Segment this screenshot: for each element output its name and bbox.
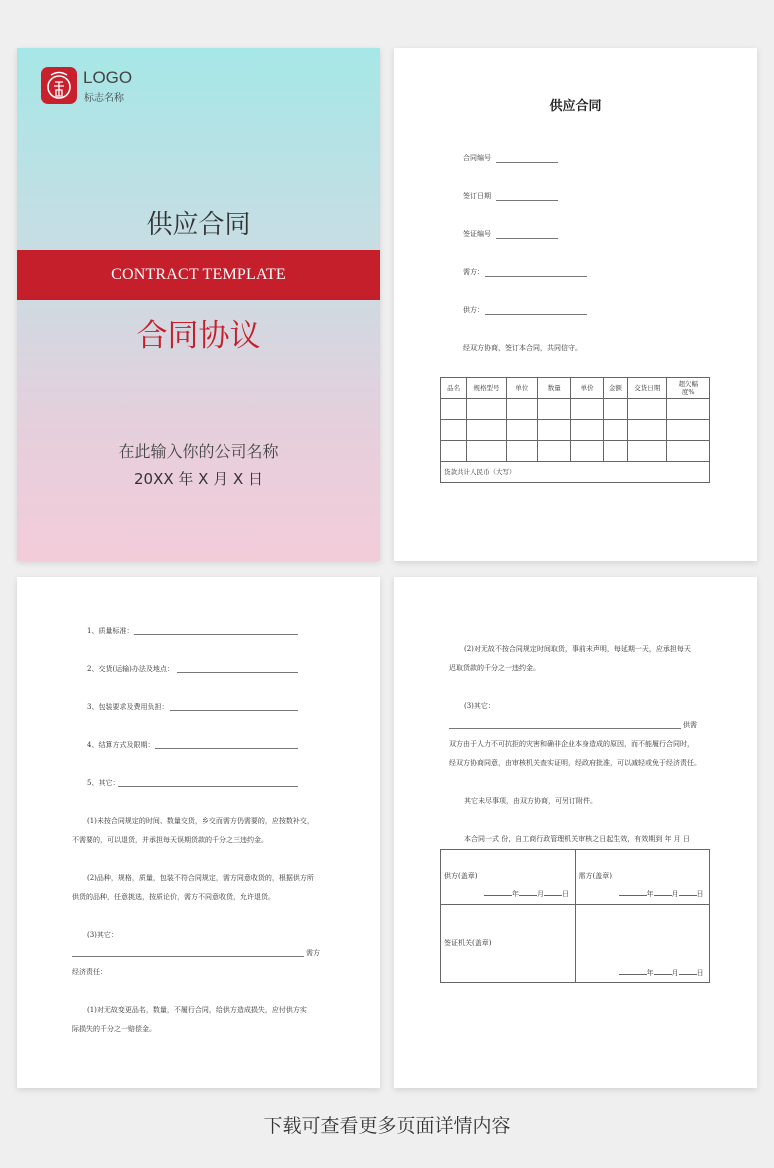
paragraph: 供货的品种，任意挑选，按质论价，需方不同意收货，允许退货。 [72, 893, 275, 901]
cover-date: 20XX 年 X 月 X 日 [133, 470, 264, 488]
field-line [72, 956, 304, 957]
paragraph: 经双方协商同意，由审核机关查实证明，经政府批准，可以减轻或免于经济责任。 [449, 759, 701, 767]
paragraph: (3)其它： [464, 702, 495, 710]
date-day: 日 [696, 890, 704, 898]
field-sign-date: 签订日期 [463, 192, 491, 200]
signature-table [440, 849, 710, 983]
supplier-label: 供方(盖章) [444, 872, 478, 880]
clause-item: 4、结算方式及限期： [87, 741, 155, 749]
date-month: 月 [537, 890, 544, 898]
field-line [155, 748, 298, 749]
table-header-row [441, 378, 710, 399]
supplier-cell [441, 850, 576, 905]
date-year: 年 [646, 890, 654, 898]
signature-row [441, 905, 710, 983]
paragraph: 本合同一式 份，自工商行政管理机关审核之日起生效，有效期到 年 月 日 [464, 835, 690, 843]
field-line [118, 786, 298, 787]
date-year: 年 [646, 969, 654, 977]
cover-company: 在此输入你的公司名称 [118, 442, 279, 461]
goods-table [440, 377, 710, 483]
date-month: 月 [671, 969, 679, 977]
notary-cell [441, 905, 576, 983]
paragraph: (2)对无故不按合同规定时间取货，事前未声明，每延期一天，应承担每天 [464, 645, 691, 653]
paragraph: 其它未尽事项，由双方协商，可另订附件。 [464, 797, 597, 805]
buyer-cell [575, 850, 710, 905]
logo-text: LOGO [83, 68, 133, 87]
date-year: 年 [512, 890, 519, 898]
contract-page-1 [394, 48, 757, 561]
paragraph: 需方 [306, 949, 320, 957]
field-contract-no: 合同编号 [463, 154, 491, 162]
field-visa-no: 签证编号 [463, 230, 491, 238]
cover-subtitle: 合同协议 [136, 318, 261, 354]
field-line [496, 162, 558, 163]
cover-page [17, 48, 380, 561]
table-header: 单位 [506, 378, 537, 399]
field-line [134, 634, 298, 635]
contract-page-2 [17, 577, 380, 1088]
field-line [449, 728, 681, 729]
paragraph: 供需 [683, 721, 697, 729]
field-line [485, 276, 587, 277]
table-row [441, 441, 710, 462]
field-line [496, 200, 558, 201]
paragraph: (3)其它： [87, 931, 118, 939]
table-header: 数量 [538, 378, 571, 399]
cover-title: 供应合同 [146, 210, 251, 240]
table-header: 超欠幅度% [667, 378, 710, 399]
paragraph: (1)未按合同规定的时间、数量交货，乡交而需方仍需要的，应按数补交， [87, 817, 314, 825]
clause-item: 3、包装要求及费用负担： [87, 703, 169, 711]
paragraph: 不需要的，可以退货，并承担每天误期货款的千分之三违约金。 [72, 836, 268, 844]
paragraph: 双方由于人力不可抗拒的灾害和确非企业本身造成的原因，而不能履行合同时， [449, 740, 694, 748]
paragraph: 迟取货款的千分之一违约金。 [449, 664, 540, 672]
notary-label: 签证机关(盖章) [444, 939, 492, 947]
cover-band: CONTRACT TEMPLATE [17, 250, 380, 300]
clause-item: 5、其它： [87, 779, 120, 787]
field-line [177, 672, 298, 673]
logo-subtitle: 标志名称 [84, 93, 124, 104]
paragraph: (1)对无故变更品名，数量，不履行合同，给供方造成损失，应付供方实 [87, 1006, 307, 1014]
table-header: 品名 [441, 378, 467, 399]
table-row [441, 420, 710, 441]
notary-date-cell [575, 905, 710, 983]
clause-item: 2、交货(运输)办法及地点： [87, 665, 174, 673]
paragraph: 际损失的千分之一赔偿金。 [72, 1025, 156, 1033]
paragraph: (2)品种，规格，质量，包装不符合同规定，需方同意收货的，根据供方所 [87, 874, 314, 882]
field-supplier: 供方： [463, 306, 484, 314]
signature-row [441, 850, 710, 905]
date-day: 日 [696, 969, 704, 977]
table-total-row [441, 462, 710, 483]
table-header: 单价 [571, 378, 603, 399]
footer-text: 下载可查看更多页面详情内容 [263, 1115, 511, 1137]
field-line [485, 314, 587, 315]
table-header: 交货日期 [628, 378, 667, 399]
clause-item: 1、质量标准： [87, 627, 134, 635]
field-line [170, 710, 298, 711]
doc-title: 供应合同 [549, 99, 602, 114]
buyer-label: 需方(盖章) [578, 872, 612, 880]
logo-icon [41, 67, 77, 104]
contract-page-3 [394, 577, 757, 1088]
intro-text: 经双方协商，签订本合同，共同信守。 [463, 344, 582, 352]
paragraph: 经济责任： [72, 968, 107, 976]
field-line [496, 238, 558, 239]
table-total: 货款共计人民币（大写） [441, 462, 710, 483]
field-buyer: 需方： [463, 268, 484, 276]
table-header: 规格型号 [467, 378, 506, 399]
date-day: 日 [562, 890, 569, 898]
date-month: 月 [671, 890, 679, 898]
table-row [441, 399, 710, 420]
table-header: 金额 [603, 378, 627, 399]
